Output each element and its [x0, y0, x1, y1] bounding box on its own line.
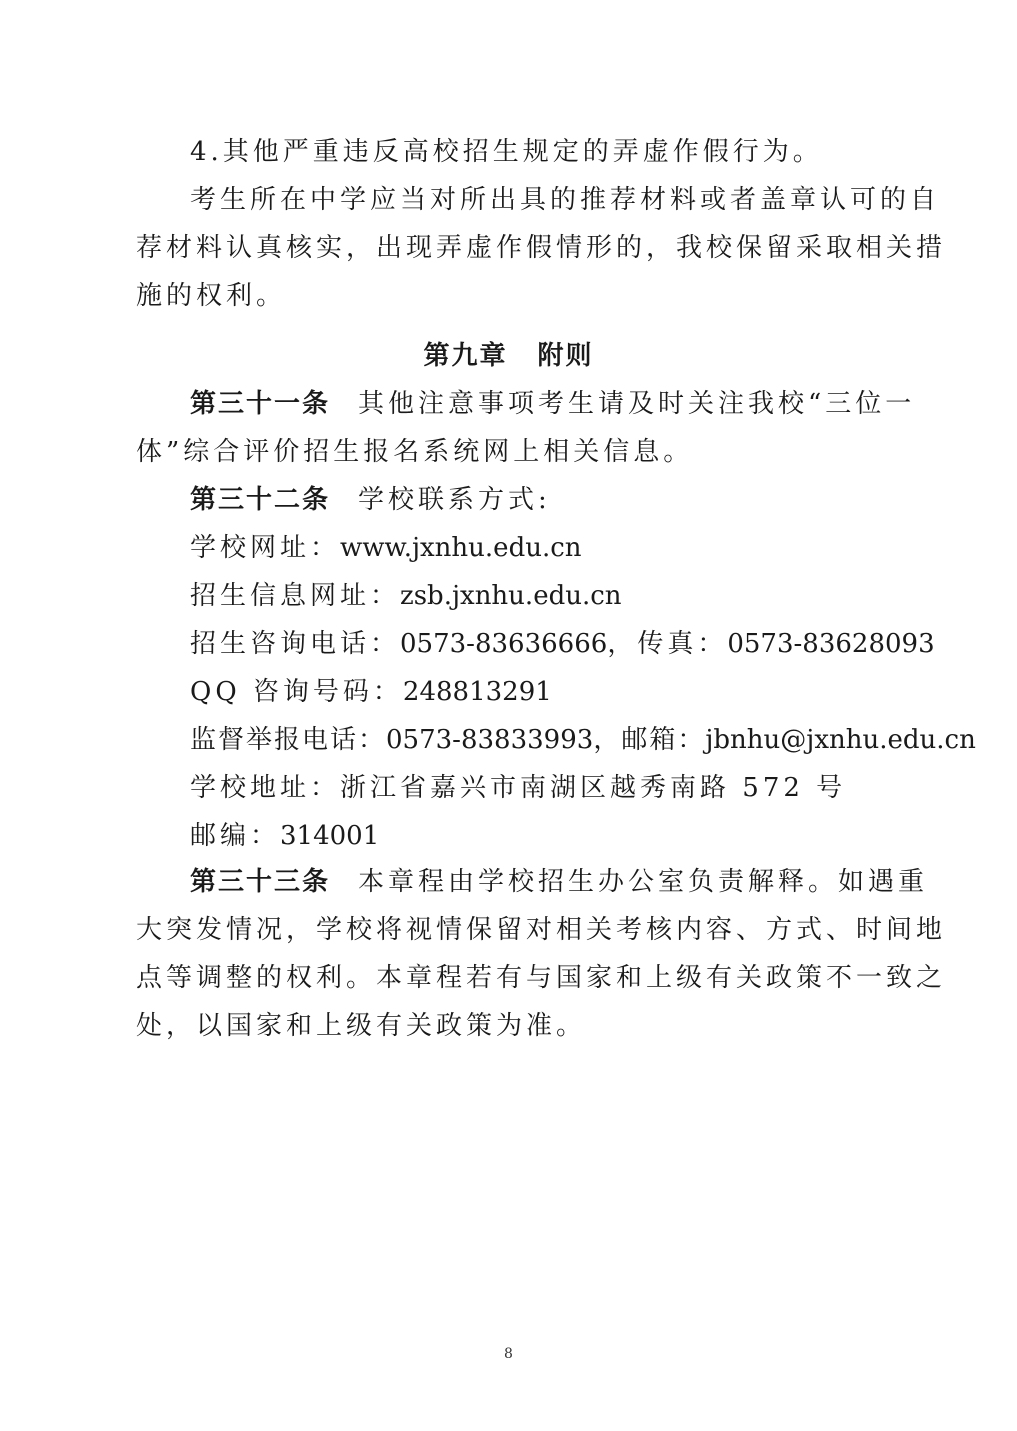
article-33-text-3: 点等调整的权利。本章程若有与国家和上级有关政策不一致之 — [136, 963, 947, 993]
article-32-heading — [190, 483, 880, 517]
item-4-paragraph — [190, 135, 880, 169]
postcode-line — [190, 819, 880, 853]
qq-number: 248813291 — [402, 677, 552, 707]
website-label: 学校网址： — [190, 533, 341, 563]
article-33-line-2 — [136, 913, 947, 947]
chapter-title: 附则 — [537, 341, 594, 371]
article-32-label: 第三十二条 — [190, 485, 331, 515]
article-33-label: 第三十三条 — [190, 867, 331, 897]
article-33-text-2: 大突发情况，学校将视情保留对相关考核内容、方式、时间地 — [136, 915, 947, 945]
email-label: ，邮箱： — [593, 725, 706, 755]
postcode-value: 314001 — [280, 821, 380, 851]
verification-text-3: 施的权利。 — [136, 281, 287, 311]
verification-paragraph-line-1 — [190, 183, 941, 217]
fax-label: ，传真： — [607, 629, 728, 659]
address-text: 浙江省嘉兴市南湖区越秀南路 572 号 — [340, 773, 847, 803]
article-33-text-1: 本章程由学校招生办公室负责解释。如遇重 — [358, 867, 929, 897]
article-31-label: 第三十一条 — [190, 389, 331, 419]
qq-label: QQ 咨询号码： — [190, 677, 403, 707]
website-line — [190, 531, 880, 565]
admission-site-line — [190, 579, 880, 613]
article-33-line-4 — [136, 1009, 876, 1043]
article-33-line-3 — [136, 961, 947, 995]
article-31-line-2 — [136, 435, 876, 469]
admission-site-label: 招生信息网址： — [190, 581, 401, 611]
report-label: 监督举报电话： — [190, 725, 387, 755]
qq-line — [190, 675, 880, 709]
report-phone: 0573-83833993 — [386, 725, 594, 755]
verification-text-2: 荐材料认真核实，出现弄虚作假情形的，我校保留采取相关措 — [136, 233, 947, 263]
article-31-text-1: 其他注意事项考生请及时关注我校“三位一 — [358, 389, 916, 419]
fax-number: 0573-83628093 — [727, 629, 935, 659]
address-label: 学校地址： — [190, 773, 341, 803]
verification-text-1: 考生所在中学应当对所出具的推荐材料或者盖章认可的自 — [190, 185, 941, 215]
admission-site-link[interactable]: zsb.jxnhu.edu.cn — [400, 581, 622, 611]
chapter-number: 第九章 — [423, 341, 508, 371]
phone-fax-line — [190, 627, 935, 661]
postcode-label: 邮编： — [190, 821, 281, 851]
chapter-heading — [0, 339, 1017, 373]
article-32-text: 学校联系方式: — [358, 485, 551, 515]
page-number: 8 — [504, 1346, 513, 1362]
address-line — [190, 771, 880, 805]
phone-number: 0573-83636666 — [400, 629, 608, 659]
article-31-line-1 — [190, 387, 916, 421]
article-33-text-4: 处，以国家和上级有关政策为准。 — [136, 1011, 587, 1041]
email-link[interactable]: jbnhu@jxnhu.edu.cn — [705, 725, 976, 755]
website-link[interactable]: www.jxnhu.edu.cn — [340, 533, 582, 563]
verification-paragraph-line-2 — [136, 231, 947, 265]
item-4-text: 4.其他严重违反高校招生规定的弄虚作假行为。 — [190, 137, 823, 167]
verification-paragraph-line-3 — [136, 279, 876, 313]
report-email-line — [190, 723, 976, 757]
article-31-text-2: 体”综合评价招生报名系统网上相关信息。 — [136, 437, 694, 467]
phone-label: 招生咨询电话： — [190, 629, 401, 659]
article-33-line-1 — [190, 865, 929, 899]
